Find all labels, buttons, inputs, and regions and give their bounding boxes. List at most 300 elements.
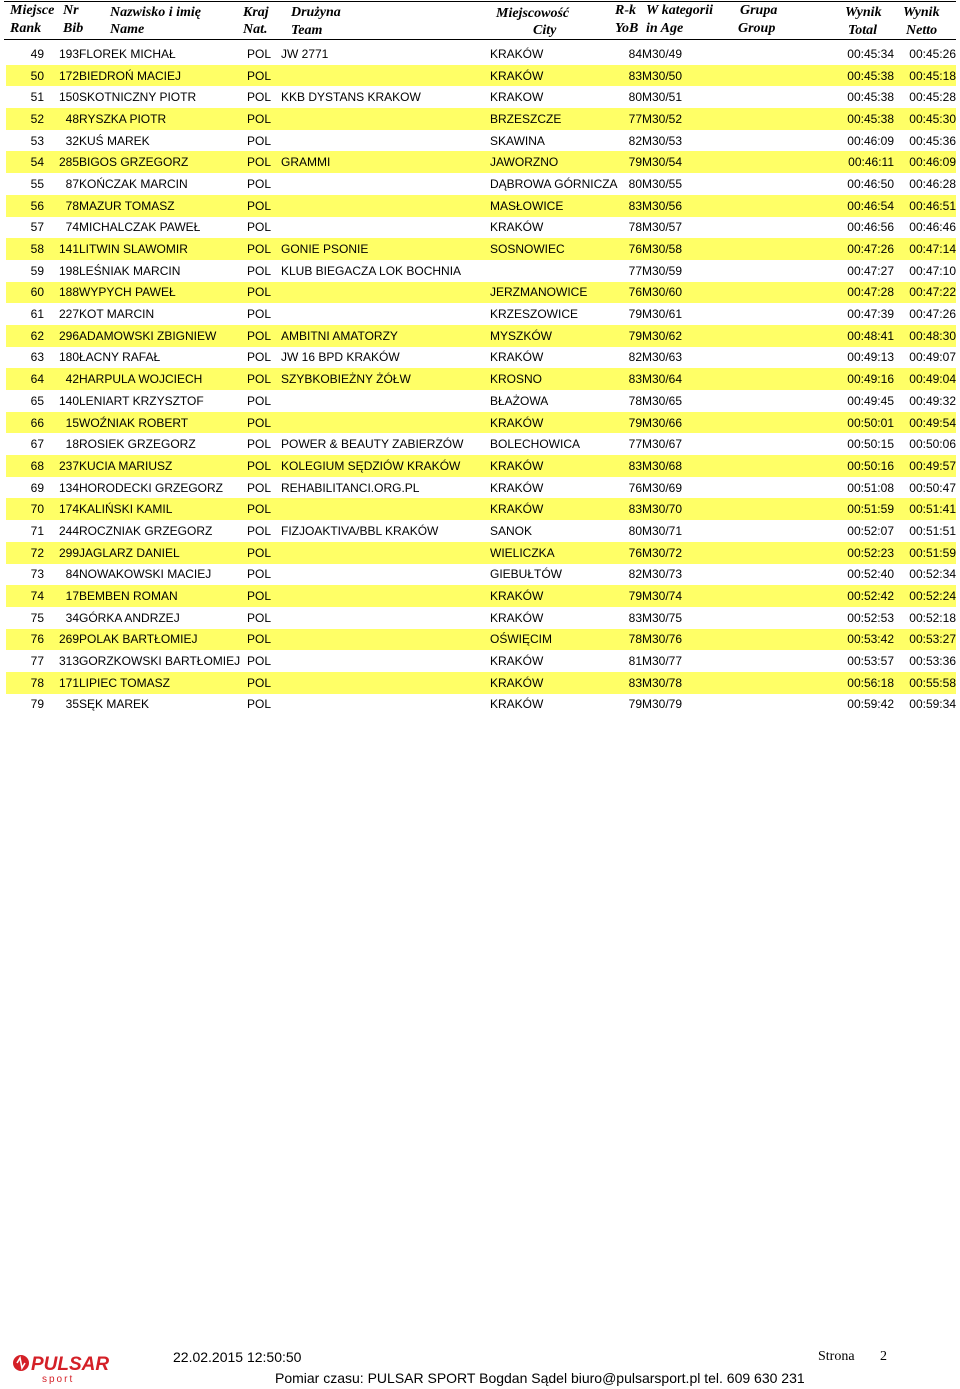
header-nat-en: Nat. bbox=[243, 22, 268, 37]
cell-nat: POL bbox=[247, 46, 272, 61]
cell-total: 00:47:39 bbox=[847, 307, 894, 322]
cell-group bbox=[706, 325, 820, 347]
cell-bib: 193 bbox=[58, 46, 79, 61]
cell-name: MICHALCZAK PAWEŁ bbox=[79, 220, 201, 235]
cell-category: M30/62 bbox=[642, 325, 706, 347]
cell-bib: 188 bbox=[44, 282, 79, 304]
cell-team bbox=[281, 195, 490, 217]
table-row bbox=[6, 520, 956, 542]
cell-rank: 73 bbox=[30, 567, 44, 582]
cell-rank: 59 bbox=[30, 263, 44, 278]
cell-nat: POL bbox=[247, 585, 281, 607]
cell-total: 00:46:50 bbox=[847, 176, 894, 191]
cell-netto: 00:46:28 bbox=[909, 176, 956, 191]
cell-group bbox=[706, 629, 820, 651]
header-bottom-rule bbox=[4, 39, 956, 40]
cell-name: BIGOS GRZEGORZ bbox=[79, 151, 247, 173]
cell-group bbox=[706, 130, 820, 152]
cell-group bbox=[706, 238, 820, 260]
cell-name: LENIART KRZYSZTOF bbox=[79, 393, 204, 408]
cell-nat: POL bbox=[247, 437, 272, 452]
cell-team bbox=[281, 282, 490, 304]
table-row bbox=[6, 585, 956, 607]
cell-bib: 313 bbox=[58, 654, 79, 669]
cell-city: KRAKÓW bbox=[490, 412, 622, 434]
cell-group bbox=[706, 520, 820, 542]
cell-group bbox=[706, 260, 820, 282]
header-rank-en: Rank bbox=[10, 21, 42, 36]
cell-yob: 82 bbox=[628, 350, 642, 365]
cell-city: KRAKÓW bbox=[490, 585, 622, 607]
cell-nat: POL bbox=[247, 480, 272, 495]
print-datetime: 22.02.2015 12:50:50 bbox=[173, 1349, 302, 1365]
table-row bbox=[6, 412, 956, 434]
cell-city: KRAKÓW bbox=[490, 455, 622, 477]
cell-netto: 00:50:47 bbox=[909, 480, 956, 495]
cell-yob: 78 bbox=[622, 629, 642, 651]
cell-name: MAZUR TOMASZ bbox=[79, 195, 247, 217]
cell-rank: 69 bbox=[30, 480, 44, 495]
cell-total: 00:45:38 bbox=[847, 90, 894, 105]
cell-bib: 198 bbox=[58, 263, 79, 278]
cell-bib: 237 bbox=[44, 455, 79, 477]
cell-category: M30/64 bbox=[642, 368, 706, 390]
cell-team bbox=[281, 585, 490, 607]
cell-bib: 42 bbox=[44, 368, 79, 390]
logo-text: PULSAR bbox=[31, 1354, 110, 1375]
table-row bbox=[6, 542, 956, 564]
cell-team: KOLEGIUM SĘDZIÓW KRAKÓW bbox=[281, 455, 490, 477]
cell-netto: 00:47:14 bbox=[894, 238, 956, 260]
cell-category: M30/61 bbox=[642, 307, 683, 322]
header-netto-pl: Wynik bbox=[903, 5, 940, 20]
cell-yob: 76 bbox=[622, 238, 642, 260]
cell-name: KOŃCZAK MARCIN bbox=[79, 176, 188, 191]
cell-city: KRZESZOWICE bbox=[490, 307, 579, 322]
cell-total: 00:59:42 bbox=[847, 697, 894, 712]
cell-category: M30/52 bbox=[642, 108, 706, 130]
cell-nat: POL bbox=[247, 263, 272, 278]
cell-team bbox=[281, 412, 490, 434]
cell-group bbox=[706, 43, 820, 65]
results-header bbox=[0, 0, 960, 40]
cell-nat: POL bbox=[247, 393, 272, 408]
cell-rank: 58 bbox=[6, 238, 44, 260]
header-name-en: Name bbox=[110, 22, 145, 37]
cell-team: JW 2771 bbox=[281, 46, 329, 61]
cell-team bbox=[281, 694, 490, 716]
cell-nat: POL bbox=[247, 368, 281, 390]
cell-city: KRAKÓW bbox=[490, 498, 622, 520]
cell-bib: 171 bbox=[44, 672, 79, 694]
cell-yob: 79 bbox=[622, 151, 642, 173]
cell-group bbox=[706, 477, 820, 499]
cell-bib: 48 bbox=[44, 108, 79, 130]
cell-netto: 00:55:58 bbox=[894, 672, 956, 694]
table-row bbox=[6, 325, 956, 347]
cell-total: 00:52:23 bbox=[820, 542, 894, 564]
header-total-pl: Wynik bbox=[845, 5, 882, 20]
cell-team bbox=[281, 672, 490, 694]
logo-emblem-icon bbox=[13, 1355, 29, 1371]
cell-netto: 00:51:51 bbox=[909, 523, 956, 538]
cell-nat: POL bbox=[247, 108, 281, 130]
table-row bbox=[6, 564, 956, 586]
cell-total: 00:47:26 bbox=[820, 238, 894, 260]
header-bib-pl: Nr bbox=[63, 3, 79, 18]
cell-nat: POL bbox=[247, 567, 272, 582]
cell-name: BEMBEN ROMAN bbox=[79, 585, 247, 607]
cell-team bbox=[281, 607, 490, 629]
header-cat-pl: W kategorii bbox=[646, 3, 714, 18]
cell-yob: 80 bbox=[628, 90, 642, 105]
cell-city: DĄBROWA GÓRNICZA bbox=[490, 176, 618, 191]
header-team-pl: Drużyna bbox=[291, 5, 341, 20]
cell-rank: 54 bbox=[6, 151, 44, 173]
cell-netto: 00:49:04 bbox=[894, 368, 956, 390]
cell-yob: 79 bbox=[622, 585, 642, 607]
cell-bib: 180 bbox=[58, 350, 79, 365]
table-row bbox=[6, 43, 956, 65]
table-row bbox=[6, 108, 956, 130]
cell-netto: 00:53:27 bbox=[894, 629, 956, 651]
cell-category: M30/74 bbox=[642, 585, 706, 607]
cell-city: KRAKÓW bbox=[490, 672, 622, 694]
cell-yob: 83 bbox=[622, 455, 642, 477]
cell-yob: 76 bbox=[622, 282, 642, 304]
cell-netto: 00:51:59 bbox=[894, 542, 956, 564]
cell-category: M30/49 bbox=[642, 46, 683, 61]
cell-team: GONIE PSONIE bbox=[281, 238, 490, 260]
cell-city: KRAKÓW bbox=[490, 654, 544, 669]
table-row bbox=[6, 65, 956, 87]
cell-yob: 78 bbox=[628, 393, 642, 408]
cell-name: SĘK MAREK bbox=[79, 697, 150, 712]
table-row bbox=[6, 217, 956, 239]
table-row bbox=[6, 303, 956, 325]
cell-team: REHABILITANCI.ORG.PL bbox=[281, 480, 420, 495]
cell-city: MYSZKÓW bbox=[490, 325, 622, 347]
cell-name: POLAK BARTŁOMIEJ bbox=[79, 629, 247, 651]
cell-category: M30/55 bbox=[642, 176, 683, 191]
cell-category: M30/78 bbox=[642, 672, 706, 694]
cell-team bbox=[281, 173, 490, 195]
table-row bbox=[6, 629, 956, 651]
cell-netto: 00:52:24 bbox=[894, 585, 956, 607]
cell-rank: 50 bbox=[6, 65, 44, 87]
cell-total: 00:56:18 bbox=[820, 672, 894, 694]
cell-category: M30/50 bbox=[642, 65, 706, 87]
table-row bbox=[6, 607, 956, 629]
cell-yob: 77 bbox=[628, 437, 642, 452]
cell-group bbox=[706, 368, 820, 390]
cell-rank: 70 bbox=[6, 498, 44, 520]
cell-netto: 00:50:06 bbox=[909, 437, 956, 452]
cell-name: LIPIEC TOMASZ bbox=[79, 672, 247, 694]
cell-nat: POL bbox=[247, 672, 281, 694]
cell-group bbox=[706, 390, 820, 412]
cell-netto: 00:59:34 bbox=[909, 697, 956, 712]
cell-city: JAWORZNO bbox=[490, 151, 622, 173]
cell-total: 00:50:15 bbox=[847, 437, 894, 452]
cell-name: KUŚ MAREK bbox=[79, 133, 150, 148]
table-row bbox=[6, 498, 956, 520]
header-rank-pl: Miejsce bbox=[10, 3, 55, 18]
cell-yob: 82 bbox=[628, 133, 642, 148]
cell-name: WYPYCH PAWEŁ bbox=[79, 282, 247, 304]
cell-category: M30/69 bbox=[642, 480, 683, 495]
cell-bib: 35 bbox=[65, 697, 79, 712]
cell-bib: 299 bbox=[44, 542, 79, 564]
cell-category: M30/65 bbox=[642, 393, 683, 408]
cell-city: SOSNOWIEC bbox=[490, 238, 622, 260]
cell-nat: POL bbox=[247, 238, 281, 260]
cell-group bbox=[706, 282, 820, 304]
cell-name: WOŹNIAK ROBERT bbox=[79, 412, 247, 434]
cell-category: M30/56 bbox=[642, 195, 706, 217]
cell-rank: 74 bbox=[6, 585, 44, 607]
cell-total: 00:45:38 bbox=[820, 65, 894, 87]
cell-name: SKOTNICZNY PIOTR bbox=[79, 90, 197, 105]
cell-yob: 83 bbox=[622, 65, 642, 87]
cell-group bbox=[706, 607, 820, 629]
cell-category: M30/79 bbox=[642, 697, 683, 712]
cell-yob: 83 bbox=[628, 610, 642, 625]
cell-bib: 140 bbox=[58, 393, 79, 408]
header-name-pl: Nazwisko i imię bbox=[110, 5, 202, 20]
cell-total: 00:52:42 bbox=[820, 585, 894, 607]
cell-city: KRAKOW bbox=[490, 90, 544, 105]
cell-city: KRAKÓW bbox=[490, 350, 544, 365]
cell-city: KRAKÓW bbox=[490, 480, 544, 495]
cell-name: KALIŃSKI KAMIL bbox=[79, 498, 247, 520]
cell-bib: 269 bbox=[44, 629, 79, 651]
cell-category: M30/53 bbox=[642, 133, 683, 148]
cell-yob: 83 bbox=[622, 498, 642, 520]
cell-bib: 174 bbox=[44, 498, 79, 520]
header-netto-en: Netto bbox=[906, 23, 938, 38]
cell-city: MASŁOWICE bbox=[490, 195, 622, 217]
cell-group bbox=[706, 694, 820, 716]
table-row bbox=[6, 433, 956, 455]
cell-rank: 65 bbox=[30, 393, 44, 408]
cell-name: GORZKOWSKI BARTŁOMIEJ bbox=[79, 654, 241, 669]
cell-group bbox=[706, 303, 820, 325]
cell-category: M30/77 bbox=[642, 654, 683, 669]
cell-group bbox=[706, 542, 820, 564]
cell-netto: 00:52:34 bbox=[909, 567, 956, 582]
cell-netto: 00:46:09 bbox=[894, 151, 956, 173]
cell-nat: POL bbox=[247, 195, 281, 217]
cell-bib: 34 bbox=[65, 610, 79, 625]
table-row bbox=[6, 650, 956, 672]
cell-rank: 68 bbox=[6, 455, 44, 477]
cell-netto: 00:49:57 bbox=[894, 455, 956, 477]
cell-team bbox=[281, 629, 490, 651]
header-yob-pl: R-k bbox=[615, 3, 636, 18]
cell-netto: 00:45:36 bbox=[909, 133, 956, 148]
cell-bib: 141 bbox=[44, 238, 79, 260]
timing-info: Pomiar czasu: PULSAR SPORT Bogdan Sądel biuro@pulsarsport.pl tel. 609 630 231 bbox=[275, 1370, 805, 1386]
cell-team bbox=[281, 217, 490, 239]
cell-rank: 64 bbox=[6, 368, 44, 390]
cell-name: FLOREK MICHAŁ bbox=[79, 46, 176, 61]
cell-name: GÓRKA ANDRZEJ bbox=[79, 610, 180, 625]
page-label: Strona bbox=[818, 1349, 855, 1364]
cell-team bbox=[281, 65, 490, 87]
cell-nat: POL bbox=[247, 133, 272, 148]
cell-rank: 67 bbox=[30, 437, 44, 452]
cell-netto: 00:52:18 bbox=[909, 610, 956, 625]
cell-nat: POL bbox=[247, 455, 281, 477]
cell-category: M30/66 bbox=[642, 412, 706, 434]
cell-rank: 62 bbox=[6, 325, 44, 347]
cell-name: JAGLARZ DANIEL bbox=[79, 542, 247, 564]
cell-name: ROCZNIAK GRZEGORZ bbox=[79, 523, 213, 538]
cell-netto: 00:49:07 bbox=[909, 350, 956, 365]
header-top-rule bbox=[4, 1, 956, 2]
cell-group bbox=[706, 195, 820, 217]
cell-nat: POL bbox=[247, 697, 272, 712]
cell-total: 00:53:57 bbox=[847, 654, 894, 669]
header-nat-pl: Kraj bbox=[243, 5, 269, 20]
cell-city: OŚWIĘCIM bbox=[490, 629, 622, 651]
cell-rank: 55 bbox=[30, 176, 44, 191]
cell-city: BŁAŻOWA bbox=[490, 393, 549, 408]
cell-rank: 56 bbox=[6, 195, 44, 217]
cell-category: M30/76 bbox=[642, 629, 706, 651]
cell-rank: 77 bbox=[30, 654, 44, 669]
cell-nat: POL bbox=[247, 65, 281, 87]
cell-group bbox=[706, 65, 820, 87]
cell-city: BRZESZCZE bbox=[490, 108, 622, 130]
cell-yob: 80 bbox=[628, 523, 642, 538]
cell-total: 00:47:27 bbox=[847, 263, 894, 278]
cell-rank: 71 bbox=[30, 523, 44, 538]
cell-total: 00:48:41 bbox=[820, 325, 894, 347]
cell-netto: 00:46:51 bbox=[894, 195, 956, 217]
cell-bib: 87 bbox=[65, 176, 79, 191]
cell-rank: 75 bbox=[30, 610, 44, 625]
cell-group bbox=[706, 347, 820, 369]
cell-team bbox=[281, 303, 490, 325]
header-group-en: Group bbox=[738, 21, 776, 36]
cell-netto: 00:46:46 bbox=[909, 220, 956, 235]
cell-team bbox=[281, 130, 490, 152]
cell-category: M30/57 bbox=[642, 220, 683, 235]
cell-team: KLUB BIEGACZA LOK BOCHNIA bbox=[281, 263, 462, 278]
cell-city: JERZMANOWICE bbox=[490, 282, 622, 304]
cell-yob: 80 bbox=[628, 176, 642, 191]
cell-category: M30/54 bbox=[642, 151, 706, 173]
cell-city: KRAKÓW bbox=[490, 697, 544, 712]
cell-yob: 83 bbox=[622, 368, 642, 390]
cell-team bbox=[281, 564, 490, 586]
cell-rank: 49 bbox=[30, 46, 44, 61]
cell-rank: 78 bbox=[6, 672, 44, 694]
cell-yob: 79 bbox=[628, 697, 642, 712]
cell-bib: 150 bbox=[58, 90, 79, 105]
cell-category: M30/72 bbox=[642, 542, 706, 564]
page-number: 2 bbox=[880, 1349, 887, 1364]
cell-rank: 63 bbox=[30, 350, 44, 365]
cell-bib: 285 bbox=[44, 151, 79, 173]
cell-total: 00:50:01 bbox=[820, 412, 894, 434]
cell-team: SZYBKOBIEŻNY ŻÓŁW bbox=[281, 368, 490, 390]
cell-name: HARPULA WOJCIECH bbox=[79, 368, 247, 390]
cell-category: M30/71 bbox=[642, 523, 683, 538]
cell-yob: 81 bbox=[628, 654, 642, 669]
cell-total: 00:49:13 bbox=[847, 350, 894, 365]
cell-bib: 15 bbox=[44, 412, 79, 434]
cell-total: 00:51:59 bbox=[820, 498, 894, 520]
cell-name: HORODECKI GRZEGORZ bbox=[79, 480, 224, 495]
cell-name: ROSIEK GRZEGORZ bbox=[79, 437, 196, 452]
cell-group bbox=[706, 672, 820, 694]
pulsar-sport-logo bbox=[12, 1346, 112, 1386]
cell-netto: 00:49:32 bbox=[909, 393, 956, 408]
cell-total: 00:49:16 bbox=[820, 368, 894, 390]
cell-yob: 84 bbox=[628, 46, 642, 61]
cell-group bbox=[706, 151, 820, 173]
table-row bbox=[6, 238, 956, 260]
cell-netto: 00:45:26 bbox=[909, 46, 956, 61]
cell-category: M30/68 bbox=[642, 455, 706, 477]
header-city-en: City bbox=[533, 23, 557, 38]
header-group-pl: Grupa bbox=[740, 3, 778, 18]
cell-rank: 61 bbox=[30, 307, 44, 322]
table-row bbox=[6, 368, 956, 390]
cell-city: SANOK bbox=[490, 523, 533, 538]
cell-bib: 32 bbox=[65, 133, 79, 148]
cell-total: 00:52:53 bbox=[847, 610, 894, 625]
cell-name: LEŚNIAK MARCIN bbox=[79, 263, 181, 278]
table-row bbox=[6, 86, 956, 108]
cell-yob: 76 bbox=[628, 480, 642, 495]
cell-group bbox=[706, 86, 820, 108]
header-team-en: Team bbox=[291, 23, 323, 38]
cell-bib: 18 bbox=[65, 437, 79, 452]
cell-total: 00:46:11 bbox=[820, 151, 894, 173]
cell-yob: 82 bbox=[628, 567, 642, 582]
cell-team: JW 16 BPD KRAKÓW bbox=[281, 350, 400, 365]
cell-nat: POL bbox=[247, 542, 281, 564]
cell-yob: 79 bbox=[622, 325, 642, 347]
cell-name: RYSZKA PIOTR bbox=[79, 108, 247, 130]
cell-bib: 227 bbox=[58, 307, 79, 322]
cell-city: SKAWINA bbox=[490, 133, 545, 148]
table-row bbox=[6, 260, 956, 282]
cell-group bbox=[706, 455, 820, 477]
cell-nat: POL bbox=[247, 151, 281, 173]
cell-netto: 00:53:36 bbox=[909, 654, 956, 669]
cell-team: POWER & BEAUTY ZABIERZÓW bbox=[281, 437, 464, 452]
cell-name: KOT MARCIN bbox=[79, 307, 155, 322]
cell-team: FIZJOAKTIVA/BBL KRAKÓW bbox=[281, 523, 439, 538]
cell-netto: 00:51:41 bbox=[894, 498, 956, 520]
cell-netto: 00:45:28 bbox=[909, 90, 956, 105]
cell-bib: 134 bbox=[58, 480, 79, 495]
cell-category: M30/70 bbox=[642, 498, 706, 520]
cell-category: M30/58 bbox=[642, 238, 706, 260]
cell-bib: 296 bbox=[44, 325, 79, 347]
cell-netto: 00:47:26 bbox=[909, 307, 956, 322]
cell-nat: POL bbox=[247, 610, 272, 625]
cell-total: 00:46:56 bbox=[847, 220, 894, 235]
cell-netto: 00:49:54 bbox=[894, 412, 956, 434]
cell-nat: POL bbox=[247, 629, 281, 651]
cell-group bbox=[706, 564, 820, 586]
